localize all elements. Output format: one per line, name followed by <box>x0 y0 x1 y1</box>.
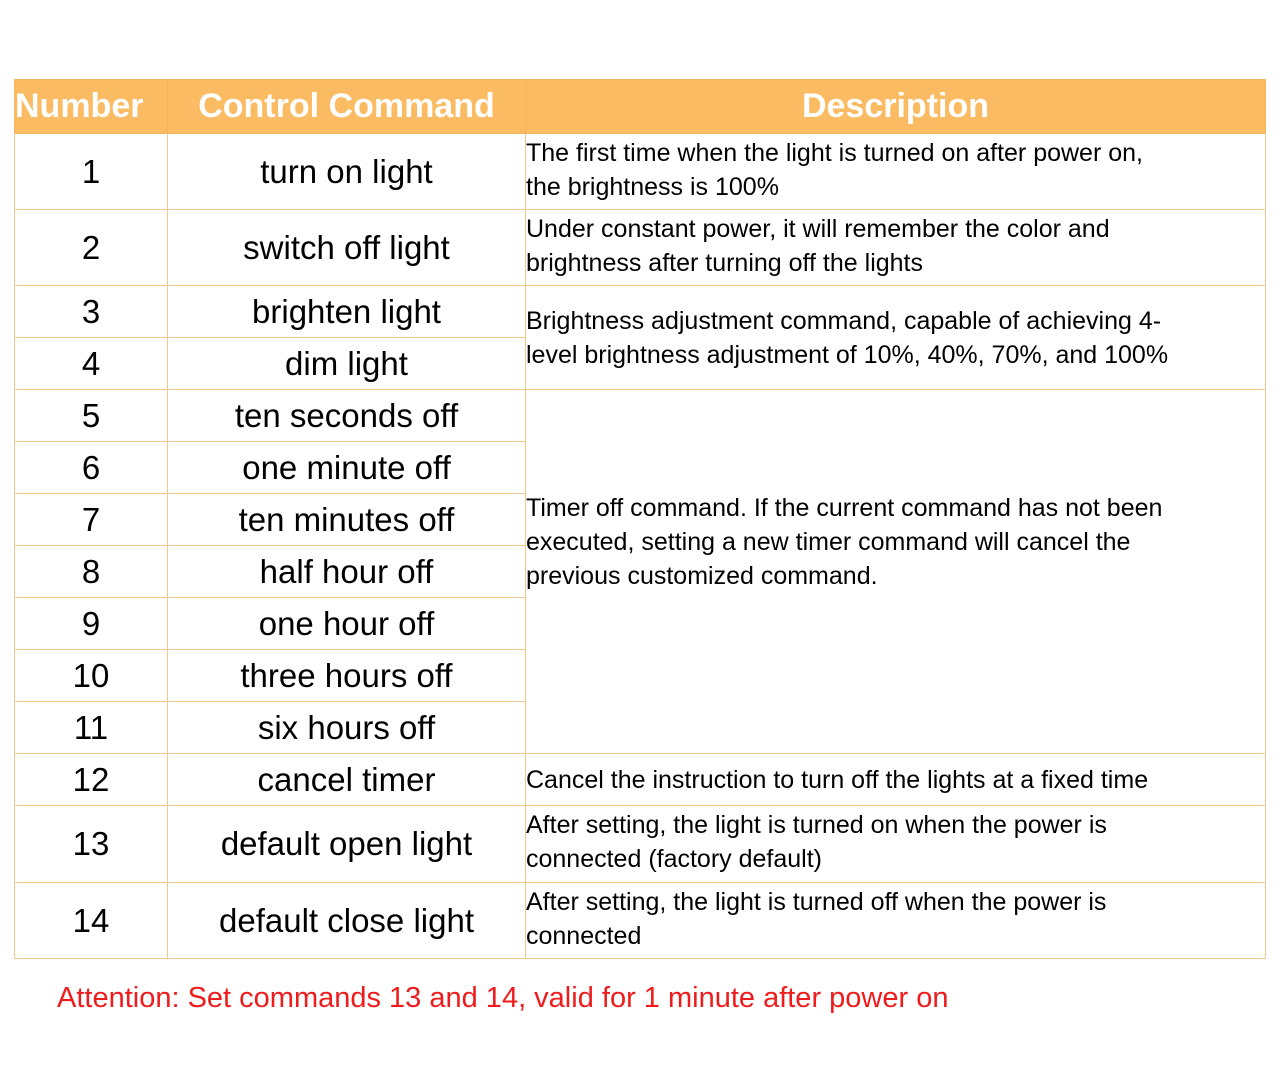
row-command: turn on light <box>168 134 526 210</box>
row-command: six hours off <box>168 702 526 754</box>
row-description <box>526 806 1266 883</box>
description-line: connected (factory default) <box>526 845 822 873</box>
row-description <box>526 390 1266 754</box>
table-row <box>15 390 1266 442</box>
description-line: After setting, the light is turned on when the power is <box>526 811 1107 839</box>
description-line: executed, setting a new timer command will cancel the <box>526 527 1131 556</box>
row-command: half hour off <box>168 546 526 598</box>
description-line: Timer off command. If the current command has not been <box>526 493 1163 522</box>
description-line: The first time when the light is turned on after power on, <box>526 138 1143 167</box>
description-line: connected <box>526 921 642 950</box>
row-command: brighten light <box>168 286 526 338</box>
description-line: After setting, the light is turned off when the power is <box>526 887 1107 916</box>
row-command: cancel timer <box>168 754 526 806</box>
row-command: three hours off <box>168 650 526 702</box>
table-row <box>15 883 1266 959</box>
table-row <box>15 806 1266 883</box>
row-command: dim light <box>168 338 526 390</box>
row-description <box>526 134 1266 210</box>
header-description: Description <box>526 80 1266 134</box>
attention-note: Attention: Set commands 13 and 14, valid for 1 minute after power on <box>57 982 949 1014</box>
row-description <box>526 210 1266 286</box>
row-number: 6 <box>15 442 168 494</box>
row-number: 3 <box>15 286 168 338</box>
description-line: level brightness adjustment of 10%, 40%, 70%, and 100% <box>526 340 1169 369</box>
row-command: ten seconds off <box>168 390 526 442</box>
row-number: 8 <box>15 546 168 598</box>
description-line: Brightness adjustment command, capable of achieving 4- <box>526 306 1162 335</box>
row-description <box>526 883 1266 959</box>
row-number: 2 <box>15 210 168 286</box>
table-header-row <box>15 80 1266 134</box>
row-command: ten minutes off <box>168 494 526 546</box>
row-number: 13 <box>15 806 168 883</box>
row-number: 11 <box>15 702 168 754</box>
command-table <box>14 79 1266 959</box>
description-line: Under constant power, it will remember the color and <box>526 214 1110 243</box>
row-command: default open light <box>168 806 526 883</box>
table-row <box>15 134 1266 210</box>
row-number: 7 <box>15 494 168 546</box>
row-command: one hour off <box>168 598 526 650</box>
row-description <box>526 754 1266 806</box>
row-number: 10 <box>15 650 168 702</box>
row-number: 12 <box>15 754 168 806</box>
row-number: 1 <box>15 134 168 210</box>
row-description <box>526 286 1266 390</box>
row-number: 9 <box>15 598 168 650</box>
header-control-command: Control Command <box>168 80 526 134</box>
description-line: Cancel the instruction to turn off the lights at a fixed time <box>526 765 1149 794</box>
row-number: 4 <box>15 338 168 390</box>
description-line: previous customized command. <box>526 561 878 590</box>
description-line: the brightness is 100% <box>526 172 779 201</box>
description-line: brightness after turning off the lights <box>526 248 923 277</box>
header-number: Number <box>15 80 168 134</box>
row-command: one minute off <box>168 442 526 494</box>
row-command: default close light <box>168 883 526 959</box>
table-row <box>15 286 1266 338</box>
row-number: 5 <box>15 390 168 442</box>
table-row <box>15 210 1266 286</box>
row-command: switch off light <box>168 210 526 286</box>
row-number: 14 <box>15 883 168 959</box>
table-row <box>15 754 1266 806</box>
